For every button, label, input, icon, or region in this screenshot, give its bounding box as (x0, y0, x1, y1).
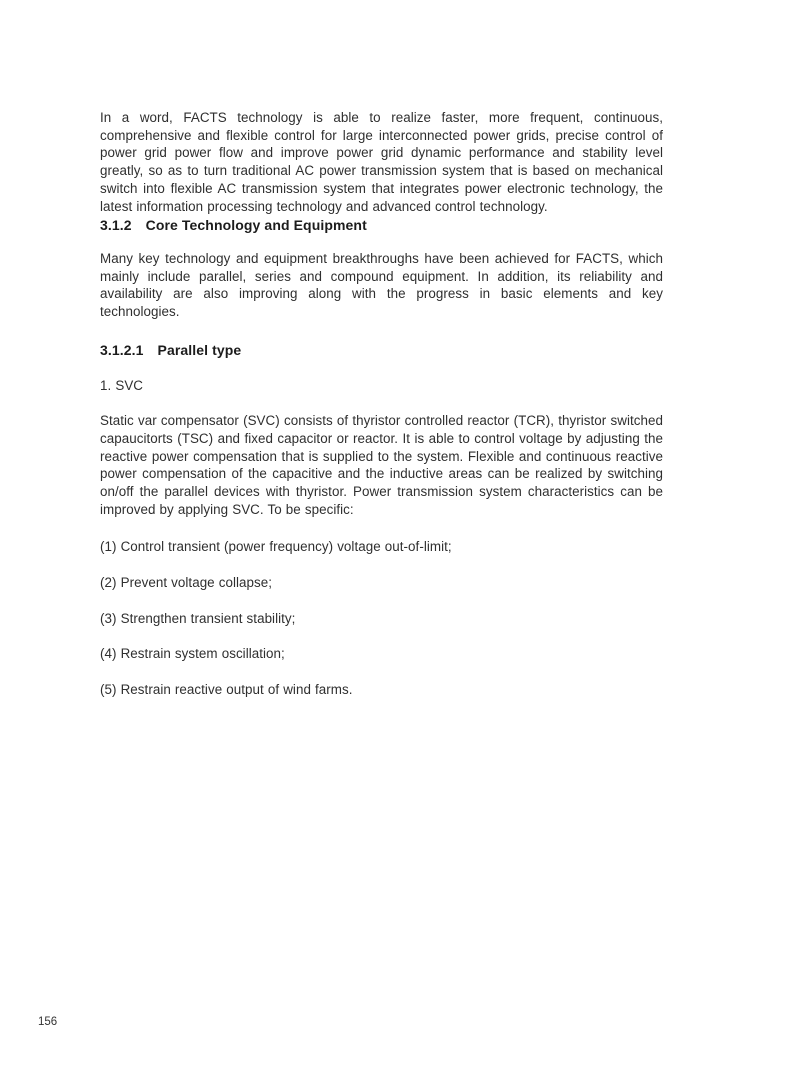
page-body (100, 109, 663, 699)
item-heading: 1. SVC (100, 378, 144, 394)
paragraph-svc: Static var compensator (SVC) consists of thyristor controlled reactor (TCR), thyristor switched capaucitorts (TSC) and fixed capacitor or reactor. It is able to control voltage by adjusting the reactive power compensation that is supplied to the system. Flexible and continuous reactive power compensation of the capacitive and the inductive areas can be realized by switching on/off the parallel devices with thyristor. Power transmission system characteristics can be improved by applying SVC. To be specific: (100, 413, 663, 517)
list-item: (5) Restrain reactive output of wind farms. (100, 682, 353, 698)
list-item: (2) Prevent voltage collapse; (100, 575, 273, 591)
subsection-heading (100, 342, 663, 360)
page-number: 156 (38, 1016, 58, 1028)
subsection-number: 3.1.2.1 (100, 341, 144, 358)
list-item: (3) Strengthen transient stability; (100, 610, 296, 626)
section-heading (100, 217, 663, 235)
section-title: Core Technology and Equipment (145, 217, 367, 234)
list-item: (1) Control transient (power frequency) voltage out-of-limit; (100, 539, 452, 555)
paragraph-intro: In a word, FACTS technology is able to realize faster, more frequent, continuous, comprehensive and flexible control for large interconnected power grids, precise control of power grid power flow and improve power grid dynamic performance and stability level greatly, so as to turn traditional AC power transmission system that is based on mechanical switch into flexible AC transmission system that integrates power electronic technology, the latest information processing technology and advanced control technology. (100, 110, 663, 214)
section-number: 3.1.2 (100, 217, 132, 234)
list-item: (4) Restrain system oscillation; (100, 646, 285, 662)
subsection-title: Parallel type (157, 341, 242, 358)
paragraph-section: Many key technology and equipment breakthroughs have been achieved for FACTS, which mainly include parallel, series and compound equipment. In addition, its reliability and availability are also improving along with the progress in basic elements and key technologies. (100, 250, 663, 320)
